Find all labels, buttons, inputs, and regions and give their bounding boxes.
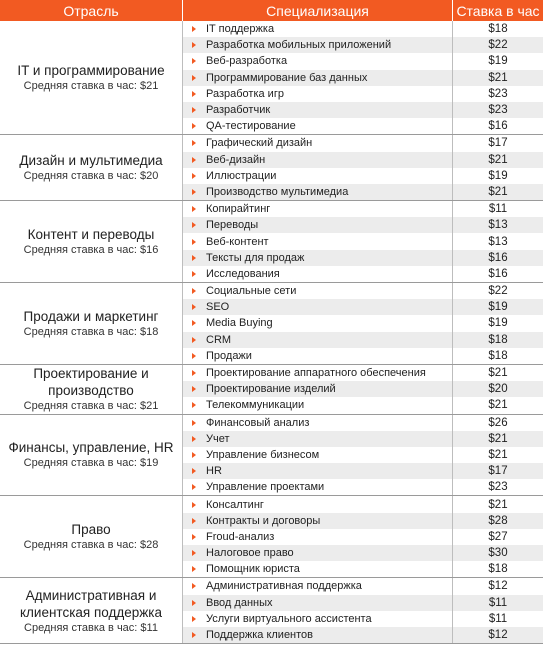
specialization-cell: [183, 86, 453, 102]
rate-cell: $21: [488, 367, 508, 380]
industry-name: Право: [71, 522, 111, 538]
specialization-label: Разработка мобильных приложений: [206, 39, 392, 52]
table-row: [183, 250, 543, 266]
industry-cell: [0, 578, 183, 643]
table-row: [183, 21, 543, 37]
bullet-arrow-icon: [192, 239, 196, 245]
bullet-arrow-icon: [192, 157, 196, 163]
bullet-arrow-icon: [192, 140, 196, 146]
industry-name: Проектирование и производство: [33, 366, 149, 399]
specialization-label: HR: [206, 465, 222, 478]
industry-cell: [0, 135, 183, 200]
bullet-arrow-icon: [192, 189, 196, 195]
rate-cell: $18: [488, 349, 508, 362]
specialization-label: Веб-дизайн: [206, 153, 266, 166]
table-row: [183, 152, 543, 168]
bullet-arrow-icon: [192, 42, 196, 48]
specialization-label: Производство мультимедиа: [206, 185, 349, 198]
rate-cell: $12: [488, 580, 508, 593]
specialization-label: Управление бизнесом: [206, 448, 320, 461]
bullet-arrow-icon: [192, 107, 196, 113]
industry-name: Продажи и маркетинг: [23, 308, 159, 324]
specialization-label: Веб-контент: [206, 235, 269, 248]
specialization-label: Контракты и договоры: [206, 514, 321, 527]
bullet-arrow-icon: [192, 484, 196, 490]
specialization-rows: [183, 578, 543, 643]
specialization-cell: [183, 102, 453, 118]
table-row: [183, 332, 543, 348]
specialization-cell: [183, 529, 453, 545]
specialization-label: Исследования: [206, 267, 280, 280]
bullet-arrow-icon: [192, 255, 196, 261]
bullet-arrow-icon: [192, 337, 196, 343]
specialization-label: Поддержка клиентов: [206, 629, 314, 642]
specialization-cell: [183, 53, 453, 69]
table-row: [183, 168, 543, 184]
specialization-label: Проектирование изделий: [206, 383, 336, 396]
table-row: [183, 415, 543, 431]
bullet-arrow-icon: [192, 206, 196, 212]
specialization-label: Разработка игр: [206, 87, 284, 100]
industry-group: [0, 283, 543, 365]
specialization-rows: [183, 201, 543, 282]
specialization-rows: [183, 365, 543, 414]
table-row: [183, 381, 543, 397]
specialization-label: Финансовый анализ: [206, 416, 310, 429]
rate-cell: $21: [488, 185, 508, 198]
specialization-cell: [183, 463, 453, 479]
specialization-label: Программирование баз данных: [206, 71, 368, 84]
specialization-label: Разработчик: [206, 104, 271, 117]
specialization-cell: [183, 415, 453, 431]
specialization-label: IT поддержка: [206, 23, 275, 36]
rate-cell: $21: [488, 153, 508, 166]
specialization-cell: [183, 266, 453, 282]
industry-average-rate: Средняя ставка в час: $28: [23, 539, 159, 552]
bullet-arrow-icon: [192, 288, 196, 294]
table-row: [183, 348, 543, 364]
table-row: [183, 447, 543, 463]
bullet-arrow-icon: [192, 452, 196, 458]
table-row: [183, 184, 543, 200]
rate-cell: $13: [488, 219, 508, 232]
specialization-label: CRM: [206, 333, 232, 346]
industry-name: Административная и клиентская поддержка: [19, 587, 163, 620]
bullet-arrow-icon: [192, 320, 196, 326]
table-row: [183, 217, 543, 233]
specialization-cell: [183, 21, 453, 37]
rate-cell: $11: [488, 203, 508, 216]
rate-cell: $19: [488, 55, 508, 68]
bullet-arrow-icon: [192, 616, 196, 622]
bullet-arrow-icon: [192, 632, 196, 638]
specialization-label: Услуги виртуального ассистента: [206, 612, 372, 625]
bullet-arrow-icon: [192, 75, 196, 81]
industry-average-rate: Средняя ставка в час: $18: [23, 325, 159, 338]
rate-cell: $18: [488, 563, 508, 576]
industry-average-rate: Средняя ставка в час: $21: [23, 80, 159, 93]
industry-average-rate: Средняя ставка в час: $21: [23, 400, 159, 413]
specialization-label: Иллюстрации: [206, 169, 277, 182]
table-row: [183, 513, 543, 529]
specialization-cell: [183, 70, 453, 86]
bullet-arrow-icon: [192, 583, 196, 589]
specialization-cell: [183, 315, 453, 331]
bullet-arrow-icon: [192, 173, 196, 179]
bullet-arrow-icon: [192, 123, 196, 129]
table-row: [183, 561, 543, 577]
rate-cell: $16: [488, 267, 508, 280]
industry-group: [0, 496, 543, 578]
industry-group: [0, 201, 543, 283]
rate-cell: $20: [488, 383, 508, 396]
specialization-label: Административная поддержка: [206, 580, 362, 593]
bullet-arrow-icon: [192, 420, 196, 426]
specialization-rows: [183, 135, 543, 200]
bullet-arrow-icon: [192, 468, 196, 474]
specialization-rows: [183, 283, 543, 364]
bullet-arrow-icon: [192, 370, 196, 376]
industry-name: Дизайн и мультимедиа: [19, 153, 163, 169]
bullet-arrow-icon: [192, 566, 196, 572]
specialization-label: Консалтинг: [206, 498, 264, 511]
rate-cell: $21: [488, 399, 508, 412]
table-row: [183, 496, 543, 512]
rate-cell: $19: [488, 169, 508, 182]
table-row: [183, 299, 543, 315]
specialization-cell: [183, 447, 453, 463]
industry-group: [0, 578, 543, 644]
rate-cell: $21: [488, 448, 508, 461]
table-row: [183, 627, 543, 643]
specialization-cell: [183, 561, 453, 577]
bullet-arrow-icon: [192, 271, 196, 277]
specialization-label: Социальные сети: [206, 285, 297, 298]
bullet-arrow-icon: [192, 222, 196, 228]
specialization-label: Froud-анализ: [206, 530, 275, 543]
specialization-rows: [183, 415, 543, 496]
specialization-label: Копирайтинг: [206, 203, 271, 216]
industry-cell: [0, 365, 183, 414]
bullet-arrow-icon: [192, 550, 196, 556]
rate-cell: $21: [488, 498, 508, 511]
table-row: [183, 463, 543, 479]
table-row: [183, 479, 543, 495]
specialization-rows: [183, 496, 543, 577]
rate-cell: $16: [488, 120, 508, 133]
rate-cell: $17: [488, 137, 508, 150]
rate-cell: $28: [488, 514, 508, 527]
rate-cell: $11: [488, 612, 508, 625]
specialization-label: Управление проектами: [206, 481, 325, 494]
specialization-cell: [183, 250, 453, 266]
table-row: [183, 118, 543, 134]
rate-cell: $23: [488, 87, 508, 100]
specialization-cell: [183, 348, 453, 364]
rate-cell: $19: [488, 301, 508, 314]
bullet-arrow-icon: [192, 502, 196, 508]
bullet-arrow-icon: [192, 26, 196, 32]
rate-cell: $13: [488, 235, 508, 248]
table-row: [183, 578, 543, 594]
rate-cell: $22: [488, 285, 508, 298]
table-row: [183, 315, 543, 331]
rate-cell: $17: [488, 465, 508, 478]
specialization-cell: [183, 233, 453, 249]
rate-cell: $18: [488, 23, 508, 36]
header-specialization: Специализация: [183, 0, 453, 21]
specialization-label: Помощник юриста: [206, 563, 300, 576]
table-header: [0, 0, 543, 21]
specialization-label: Учет: [206, 432, 230, 445]
specialization-cell: [183, 135, 453, 151]
rate-cell: $18: [488, 333, 508, 346]
table-row: [183, 611, 543, 627]
specialization-label: SEO: [206, 301, 230, 314]
rate-cell: $11: [488, 596, 508, 609]
specialization-cell: [183, 513, 453, 529]
specialization-cell: [183, 578, 453, 594]
specialization-label: Переводы: [206, 219, 259, 232]
table-row: [183, 53, 543, 69]
bullet-arrow-icon: [192, 304, 196, 310]
bullet-arrow-icon: [192, 91, 196, 97]
bullet-arrow-icon: [192, 58, 196, 64]
table-row: [183, 266, 543, 282]
rate-cell: $23: [488, 104, 508, 117]
table-row: [183, 397, 543, 413]
industry-average-rate: Средняя ставка в час: $19: [23, 457, 159, 470]
specialization-cell: [183, 152, 453, 168]
industry-cell: [0, 415, 183, 496]
industry-group: [0, 21, 543, 135]
specialization-label: Тексты для продаж: [206, 251, 305, 264]
specialization-label: Налоговое право: [206, 547, 294, 560]
specialization-cell: [183, 627, 453, 643]
table-row: [183, 595, 543, 611]
table-row: [183, 37, 543, 53]
specialization-label: Media Buying: [206, 317, 273, 330]
bullet-arrow-icon: [192, 353, 196, 359]
bullet-arrow-icon: [192, 600, 196, 606]
specialization-cell: [183, 479, 453, 495]
industry-cell: [0, 283, 183, 364]
bullet-arrow-icon: [192, 518, 196, 524]
rate-cell: $22: [488, 39, 508, 52]
table-row: [183, 135, 543, 151]
table-row: [183, 86, 543, 102]
header-rate: Ставка в час: [456, 2, 540, 19]
specialization-cell: [183, 595, 453, 611]
rate-cell: $26: [488, 416, 508, 429]
specialization-cell: [183, 283, 453, 299]
table-row: [183, 431, 543, 447]
industry-cell: [0, 496, 183, 577]
rate-cell: $19: [488, 317, 508, 330]
rate-cell: $12: [488, 629, 508, 642]
rate-cell: $23: [488, 481, 508, 494]
industry-cell: [0, 21, 183, 134]
specialization-label: Графический дизайн: [206, 137, 313, 150]
industry-average-rate: Средняя ставка в час: $11: [24, 621, 158, 634]
industry-group: [0, 365, 543, 415]
industry-average-rate: Средняя ставка в час: $16: [23, 244, 159, 257]
specialization-label: Телекоммуникации: [206, 399, 305, 412]
specialization-cell: [183, 201, 453, 217]
bullet-arrow-icon: [192, 386, 196, 392]
specialization-rows: [183, 21, 543, 134]
table-body: [0, 21, 543, 644]
specialization-label: Продажи: [206, 349, 252, 362]
specialization-cell: [183, 332, 453, 348]
industry-group: [0, 135, 543, 201]
rate-cell: $21: [488, 432, 508, 445]
specialization-cell: [183, 217, 453, 233]
specialization-label: Проектирование аппаратного обеспечения: [206, 367, 426, 380]
table-row: [183, 201, 543, 217]
specialization-cell: [183, 381, 453, 397]
industry-cell: [0, 201, 183, 282]
header-industry: Отрасль: [0, 0, 183, 21]
specialization-cell: [183, 545, 453, 561]
specialization-cell: [183, 431, 453, 447]
specialization-label: Ввод данных: [206, 596, 273, 609]
bullet-arrow-icon: [192, 402, 196, 408]
table-row: [183, 283, 543, 299]
specialization-cell: [183, 299, 453, 315]
table-row: [183, 365, 543, 381]
table-row: [183, 545, 543, 561]
specialization-cell: [183, 611, 453, 627]
table-row: [183, 233, 543, 249]
specialization-cell: [183, 168, 453, 184]
industry-average-rate: Средняя ставка в час: $20: [23, 170, 159, 183]
industry-name: Контент и переводы: [27, 227, 155, 243]
table-row: [183, 102, 543, 118]
rate-cell: $21: [488, 71, 508, 84]
specialization-cell: [183, 397, 453, 413]
specialization-cell: [183, 37, 453, 53]
specialization-cell: [183, 118, 453, 134]
table-row: [183, 529, 543, 545]
specialization-cell: [183, 365, 453, 381]
rate-cell: $27: [488, 530, 508, 543]
bullet-arrow-icon: [192, 436, 196, 442]
specialization-label: Веб-разработка: [206, 55, 288, 68]
industry-name: IT и программирование: [17, 63, 165, 79]
industry-name: Финансы, управление, HR: [8, 440, 174, 456]
rate-cell: $16: [488, 251, 508, 264]
specialization-cell: [183, 184, 453, 200]
specialization-label: QA-тестирование: [206, 120, 296, 133]
industry-group: [0, 415, 543, 497]
specialization-cell: [183, 496, 453, 512]
bullet-arrow-icon: [192, 534, 196, 540]
table-row: [183, 70, 543, 86]
rate-cell: $30: [488, 547, 508, 560]
